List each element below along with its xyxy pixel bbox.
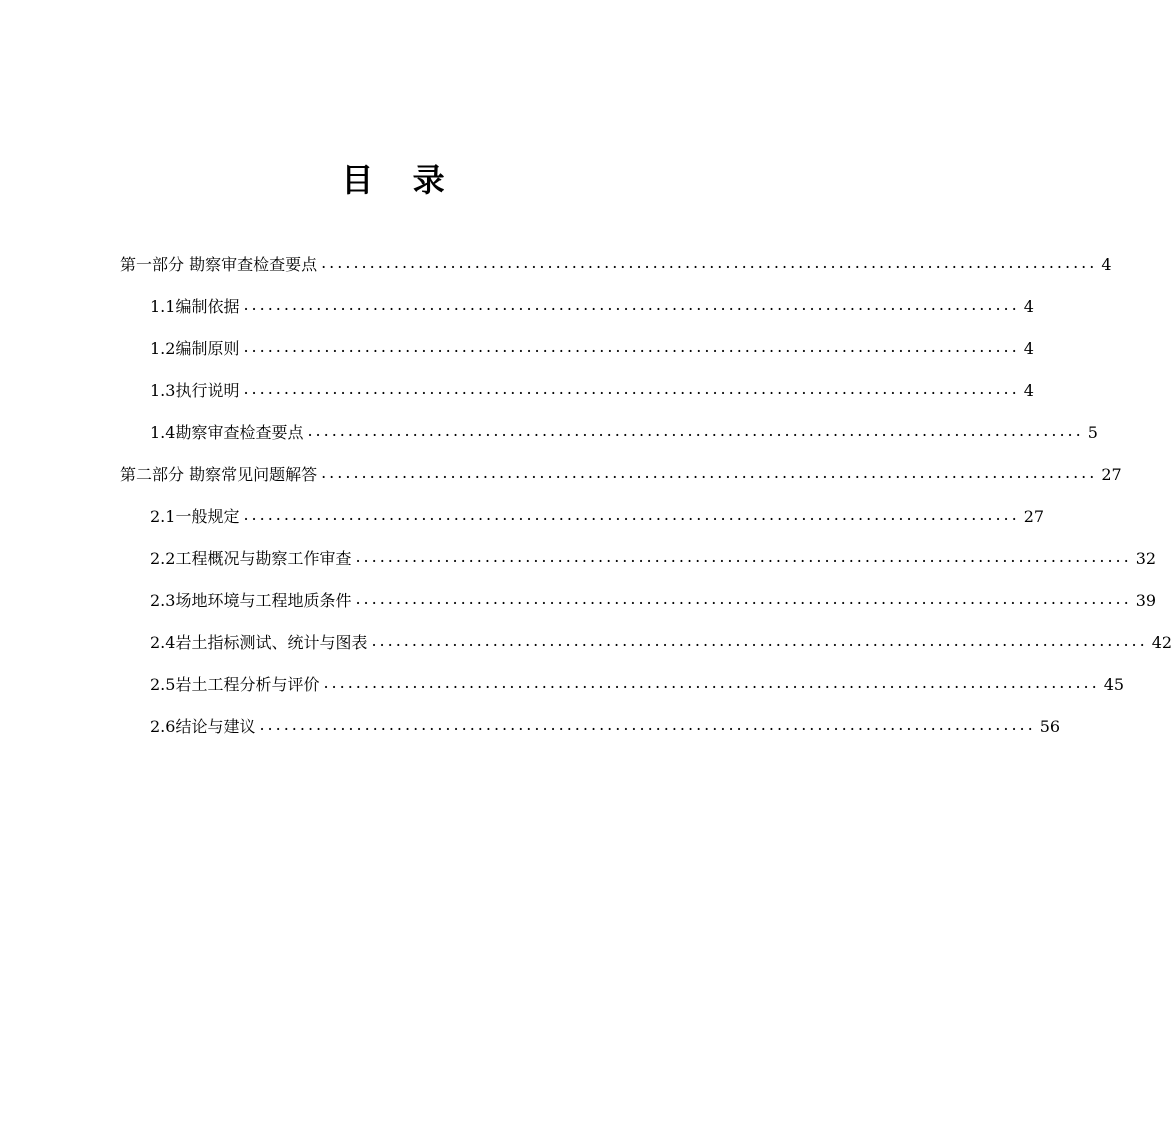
toc-leader: ................................................................................................ [355, 547, 1132, 566]
toc-entry-label: 第二部分 勘察常见问题解答 [120, 465, 318, 484]
page-title: 目 录 [341, 161, 459, 199]
toc-entry[interactable] [150, 708, 1061, 738]
toc-entry[interactable] [150, 582, 1157, 612]
toc-entry-label: 第一部分 勘察审查检查要点 [120, 255, 318, 274]
toc-leader: ................................................................................................ [243, 505, 1020, 524]
toc-leader: ................................................................................................ [355, 589, 1132, 608]
toc-entry[interactable] [150, 288, 1034, 318]
toc-leader: ................................................................................................ [321, 463, 1098, 482]
toc-entry-page: 4 [1023, 297, 1034, 316]
toc-entry[interactable] [120, 246, 1112, 276]
toc-entry-page: 39 [1135, 591, 1157, 610]
toc-leader: ................................................................................................ [371, 631, 1148, 650]
toc-entry[interactable] [150, 330, 1034, 360]
toc-entry[interactable] [150, 498, 1045, 528]
toc-entry[interactable] [150, 624, 1172, 654]
toc-entry[interactable] [150, 666, 1125, 696]
toc-entry-page: 27 [1023, 507, 1045, 526]
toc-entry-label: 1.1编制依据 [150, 297, 240, 316]
toc-leader: ................................................................................................ [259, 715, 1036, 734]
toc-entry-label: 1.2编制原则 [150, 339, 240, 358]
toc-entry-label: 1.4勘察审查检查要点 [150, 423, 304, 442]
toc-entry[interactable] [150, 372, 1034, 402]
toc-leader: ................................................................................................ [307, 421, 1084, 440]
toc-entry[interactable] [150, 414, 1098, 444]
toc-leader: ................................................................................................ [243, 379, 1020, 398]
toc-entry-label: 2.4岩土指标测试、统计与图表 [150, 633, 368, 652]
toc-entry-page: 56 [1039, 717, 1061, 736]
toc-leader: ................................................................................................ [323, 673, 1100, 692]
toc-entry-page: 32 [1135, 549, 1157, 568]
toc-entry-page: 45 [1103, 675, 1125, 694]
toc-entry-page: 42 [1151, 633, 1172, 652]
toc-entry-label: 2.5岩土工程分析与评价 [150, 675, 320, 694]
toc-entry-label: 2.2工程概况与勘察工作审查 [150, 549, 352, 568]
toc-entry-page: 27 [1101, 465, 1122, 484]
toc-entry[interactable] [150, 540, 1157, 570]
toc-entry-page: 4 [1101, 255, 1112, 274]
toc-leader: ................................................................................................ [243, 295, 1020, 314]
toc-entry-label: 2.6结论与建议 [150, 717, 256, 736]
toc-entry-label: 2.3场地环境与工程地质条件 [150, 591, 352, 610]
toc-entry-label: 2.1一般规定 [150, 507, 240, 526]
toc-entry-page: 4 [1023, 339, 1034, 358]
toc-leader: ................................................................................................ [243, 337, 1020, 356]
toc-entry[interactable] [120, 456, 1122, 486]
toc-entry-label: 1.3执行说明 [150, 381, 240, 400]
toc-entry-page: 4 [1023, 381, 1034, 400]
toc-leader: ................................................................................................ [321, 253, 1098, 272]
toc-entry-page: 5 [1087, 423, 1098, 442]
